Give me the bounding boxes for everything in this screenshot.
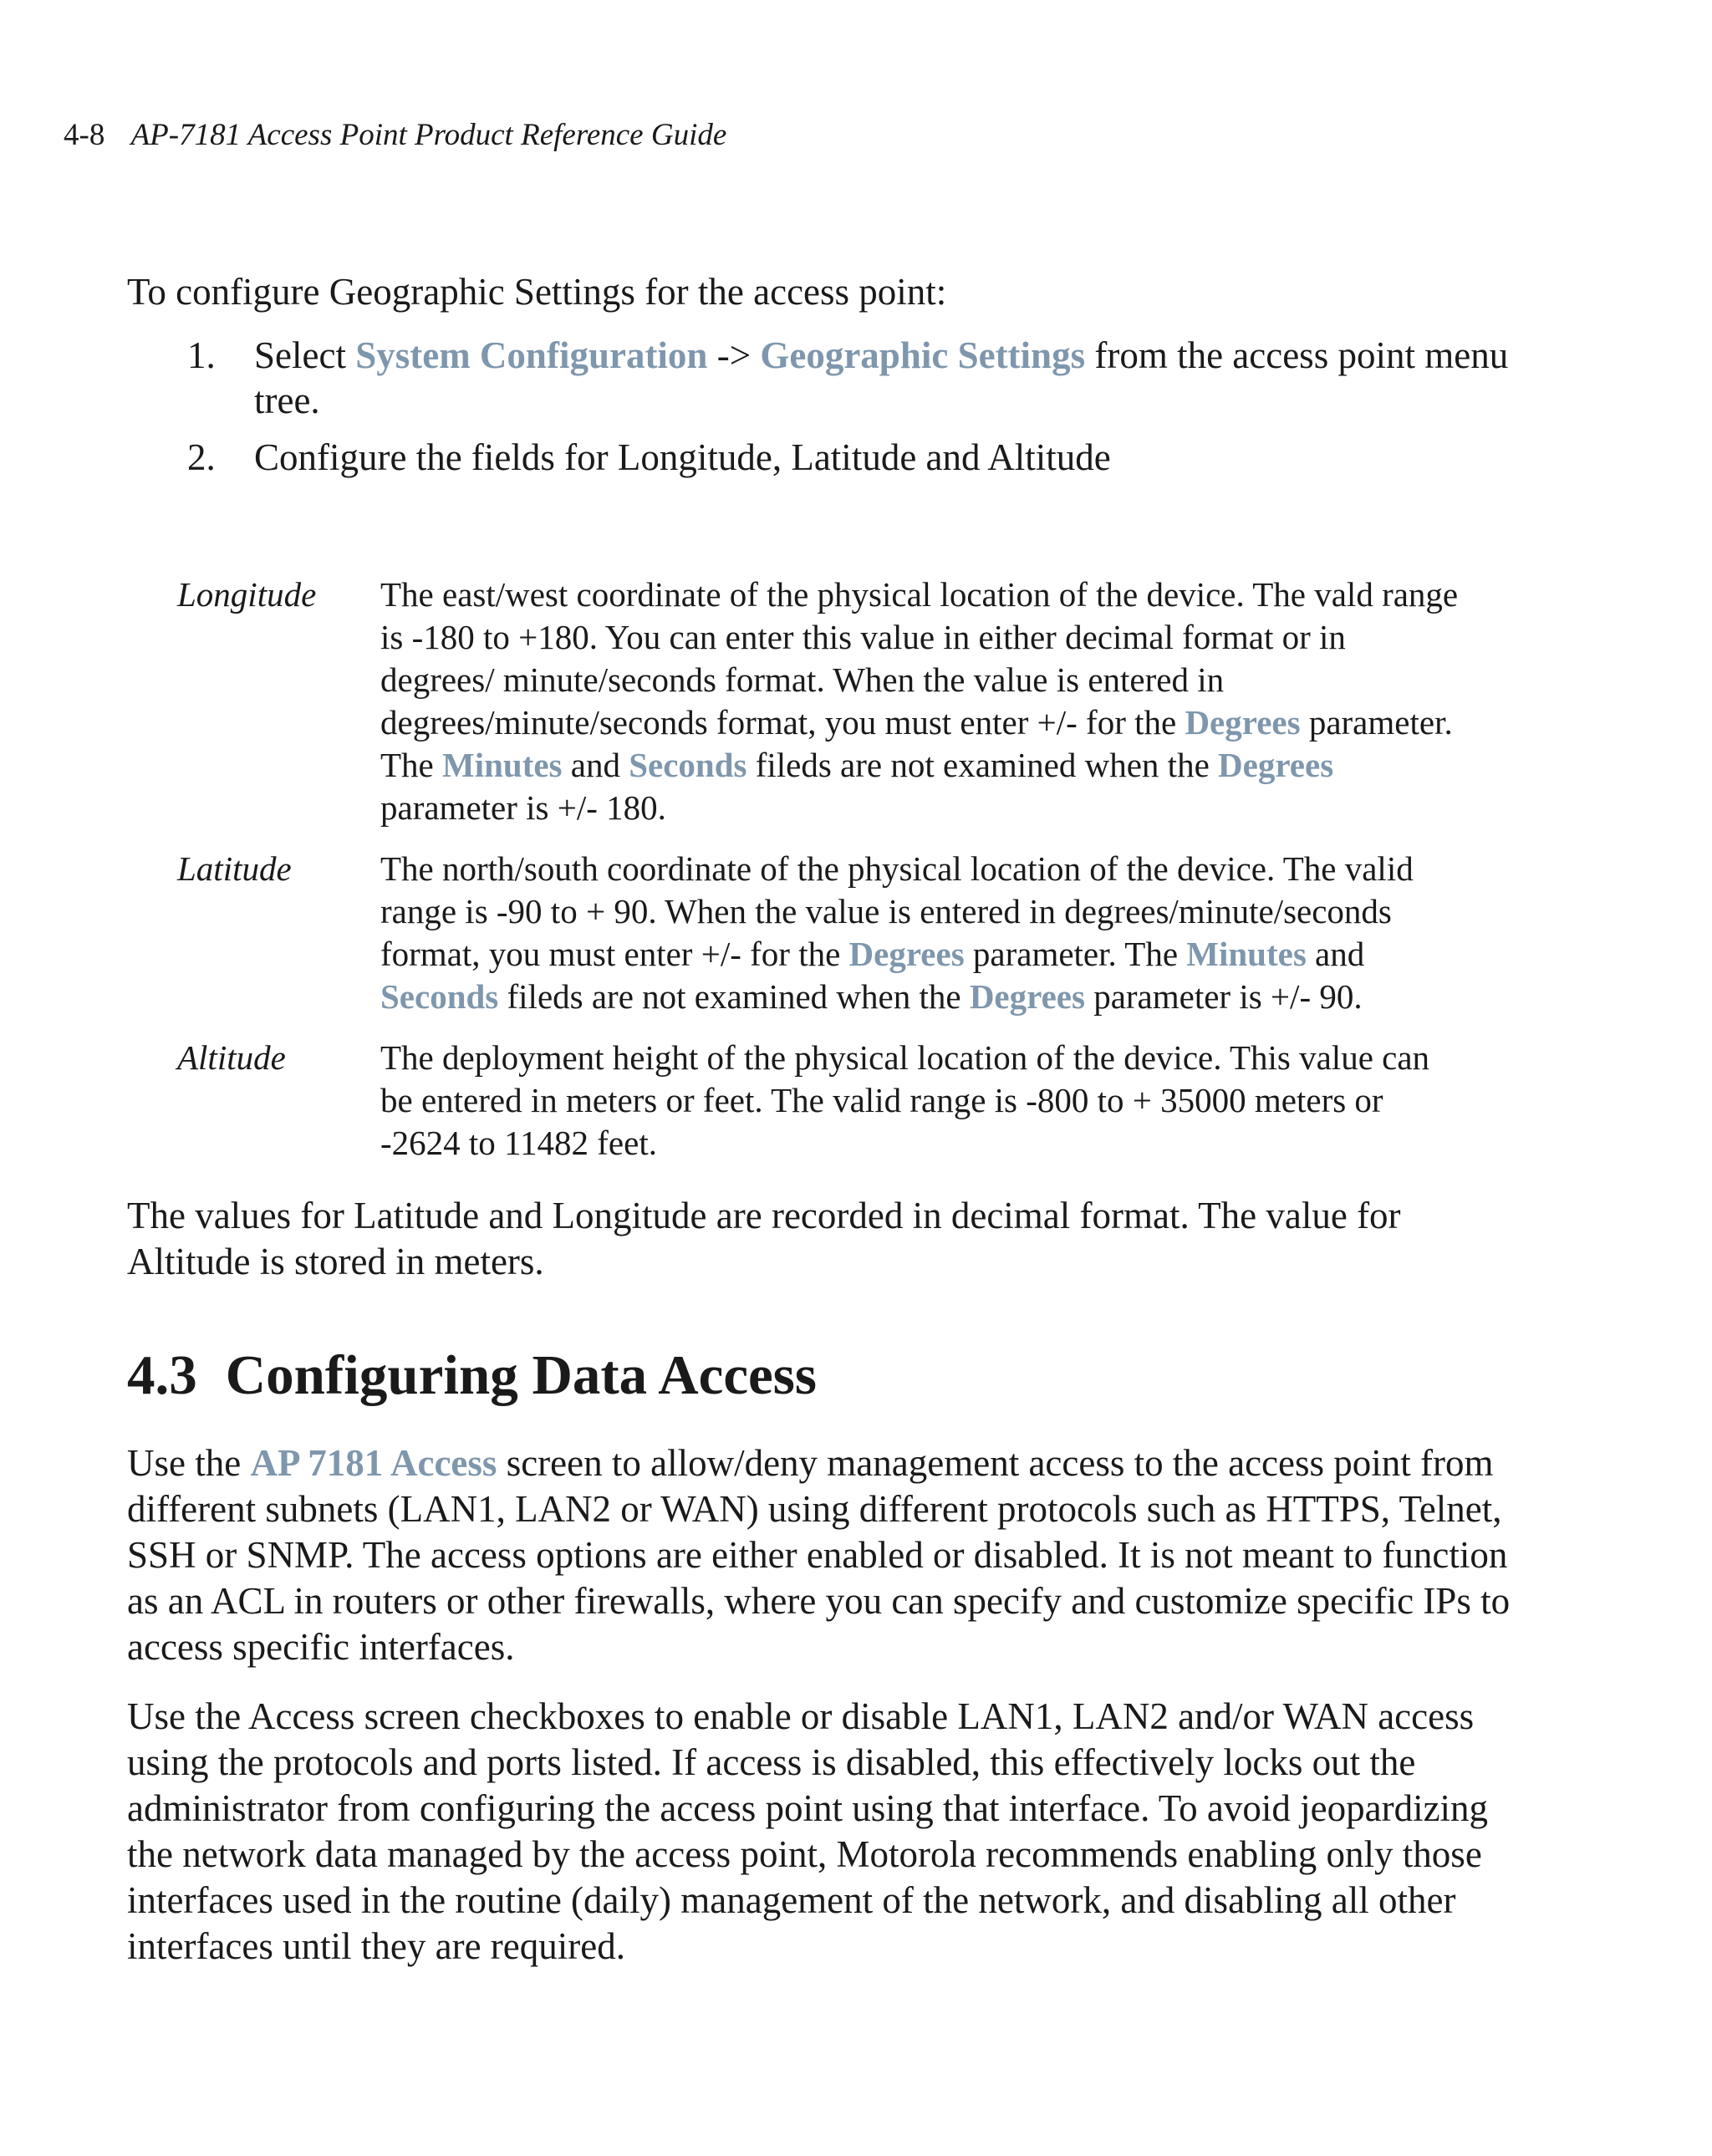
degrees-term: Degrees [969,977,1085,1016]
description-text: fileds are not examined when the [498,977,970,1016]
definition-description: The deployment height of the physical location of the device. This value can be entered in meters or feet. The valid range is -800 to + 35000 meters or -2624 to 11482 feet. [380,1038,1430,1162]
section-paragraph: Use the Access screen checkboxes to enable or disable LAN1, LAN2 and/or WAN access using the protocols and ports listed. If access is disabled, this effectively locks out the administrator from configuring the access point using that interface. To avoid jeopardizing the network data managed by the access point, Motorola recommends enabling only those interfaces used in the routine (daily) management of the network, and disabling all other interfaces until they are required. [127,1695,1489,1967]
definition-term: Longitude [177,575,317,614]
degrees-term: Degrees [1218,746,1334,784]
definition-description [380,848,1465,1018]
description-text: The north/south coordinate of the physical location of the device. The valid range is -90 to + 90. When the value is entered in degrees/minute/seconds format, you must enter +/- for the [380,849,1414,973]
seconds-term: Seconds [380,977,499,1016]
description-text: fileds are not examined when the [746,746,1219,784]
page-content [127,268,1515,1970]
section-paragraph [127,1440,1515,1670]
section-number: 4.3 [127,1344,197,1406]
description-text: parameter is +/- 90. [1084,977,1363,1016]
steps-list [127,333,1515,480]
definition-description [380,573,1465,829]
definition-term: Altitude [177,1038,286,1077]
degrees-term: Degrees [1185,703,1301,742]
definition-altitude [177,1037,1465,1165]
definition-list [177,573,1465,1165]
step-text: Select [254,334,356,376]
system-configuration-link[interactable]: System Configuration [355,334,708,376]
description-text: and [562,746,629,784]
ap-7181-access-link[interactable]: AP 7181 Access [250,1442,497,1484]
page-header [64,117,726,153]
minutes-term: Minutes [1186,935,1307,973]
definition-latitude [177,848,1465,1018]
definition-term: Latitude [177,849,292,888]
paragraph-text: Use the [127,1442,251,1484]
definition-longitude [177,573,1465,829]
section-title: Configuring Data Access [225,1344,817,1406]
step-number: 2. [187,436,216,478]
section-heading [127,1342,1515,1409]
summary-paragraph: The values for Latitude and Longitude are recorded in decimal format. The value for Altitude is stored in meters. [127,1195,1401,1282]
intro-text: To configure Geographic Settings for the access point: [127,271,947,313]
geographic-settings-link[interactable]: Geographic Settings [760,334,1086,376]
step-item [127,435,1515,480]
seconds-term: Seconds [629,746,747,784]
degrees-term: Degrees [848,935,965,973]
step-text: from the access point menu tree. [254,334,1509,421]
description-text: and [1306,935,1365,973]
menu-arrow: -> [707,334,761,376]
description-text: The east/west coordinate of the physical location of the device. The vald range is -180 to +180. You can enter this value in either decimal format or in degrees/ minute/seconds format. When the value is entered in degrees/minute/seconds format, you must enter +/- for the [380,575,1459,742]
step-text: Configure the fields for Longitude, Latitude and Altitude [254,436,1111,478]
description-text: parameter. The [964,935,1187,973]
paragraph-text: screen to allow/deny management access to the access point from different subnets (LAN1, LAN2 or WAN) using different protocols such as HTTPS, Telnet, SSH or SNMP. The access options are either enabled or disabled. It is not meant to function as an ACL in routers or other firewalls, where you can specify and customize specific IPs to access specific interfaces. [127,1442,1511,1668]
page-number: 4-8 [64,118,105,152]
step-number: 1. [187,334,216,376]
guide-title: AP-7181 Access Point Product Reference Guide [130,118,727,152]
minutes-term: Minutes [442,746,563,784]
description-text: parameter is +/- 180. [380,788,666,827]
description-text: parameter. The [380,703,1453,784]
step-item [127,333,1515,423]
